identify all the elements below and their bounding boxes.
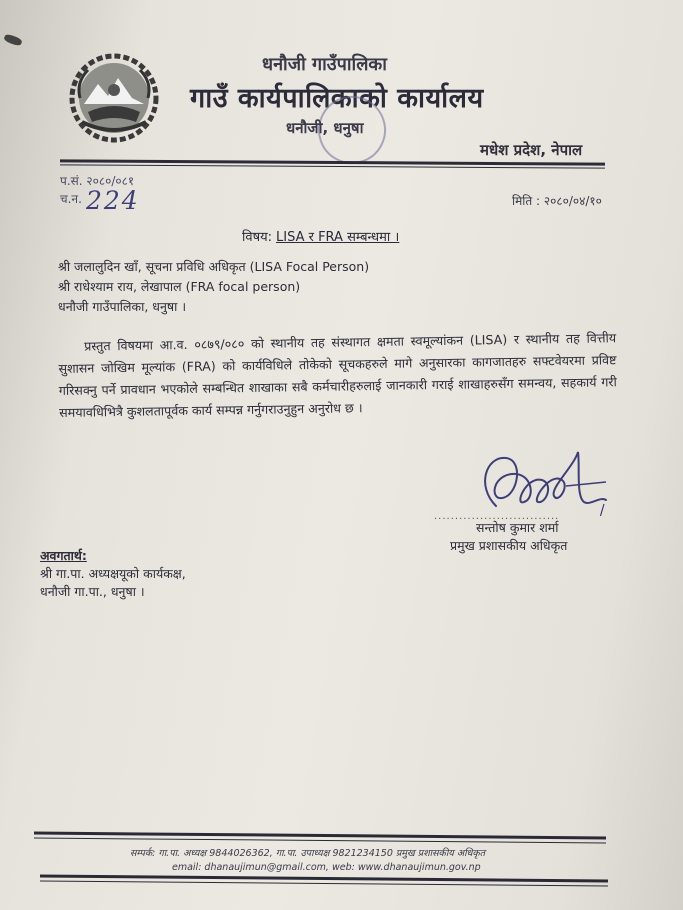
chalani-label: च.न. [60, 192, 82, 206]
cc-heading: अवगतार्थ: [40, 548, 87, 563]
recipient-line: श्री राधेश्याम राय, लेखापाल (FRA focal person) [58, 279, 301, 294]
ink-smudge [3, 33, 23, 47]
cc-line: श्री गा.पा. अध्यक्षयूको कार्यकक्ष, [40, 566, 186, 581]
handwritten-signature [466, 446, 616, 516]
province-line: मधेश प्रदेश, नेपाल [480, 141, 583, 159]
subject-text: LISA र FRA सम्बन्धमा । [276, 230, 400, 245]
recipient-line: धनौजी गाउँपालिका, धनुषा । [58, 299, 187, 314]
cc-line: धनौजी गा.पा., धनुषा । [40, 584, 145, 599]
subject-line [242, 227, 399, 245]
footer-contact: सम्पर्क: गा.पा. अध्यक्ष 9844026362, गा.पा. उपाध्यक्ष 9821234150 प्रमुख प्रशासकीय अधिकृत [130, 848, 486, 859]
letter-date: मिति : २०८०/०४/१० [512, 194, 602, 208]
recipient-line: श्री जलालुदिन खाँ, सूचना प्रविधि अधिकृत (LISA Focal Person) [58, 259, 370, 274]
footer-email-web: email: dhanaujimun@gmail.com, web: www.dhanaujimun.gov.np [172, 862, 481, 873]
signatory-designation: प्रमुख प्रशासकीय अधिकृत [450, 538, 568, 553]
nepal-emblem-icon [68, 52, 160, 144]
signature-dots: .............................. [434, 511, 560, 522]
body-paragraph: प्रस्तुत विषयमा आ.व. ०८७९/०८० को स्थानीय तह संस्थागत क्षमता स्वमूल्यांकन (LISA) र स्थानीय तह वित्तीय सुशासन जोखिम मूल्यांक (FRA) को कार्यविधिले तोकेको सूचकहरुले मागे अनुसारका कागजातहरु सफ्टवेयरमा प्रविष्ट गरिसक्नु पर्ने प्रावधान भएकोले सम्बन्धित शाखाका सबै कर्मचारीहरुलाई जानकारी गराई शाखाहरुसँग समन्वय, सहकार्य गरी समयावधिभित्रै कुशलतापूर्वक कार्य सम्पन्न गर्नुगराउनुहुन अनुरोध छ । [58, 330, 617, 420]
chalani-number-handwritten: 224 [86, 186, 140, 215]
signatory-name: सन्तोष कुमार शर्मा [476, 520, 559, 535]
patra-sankhya: प.सं. २०८०/०८१ [60, 174, 135, 188]
office-place: धनौजी, धनुषा [286, 119, 364, 137]
subject-label: विषय: [242, 230, 273, 245]
org-name: धनौजी गाउँपालिका [262, 54, 387, 75]
office-title: गाउँ कार्यपालिकाको कार्यालय [190, 83, 484, 114]
